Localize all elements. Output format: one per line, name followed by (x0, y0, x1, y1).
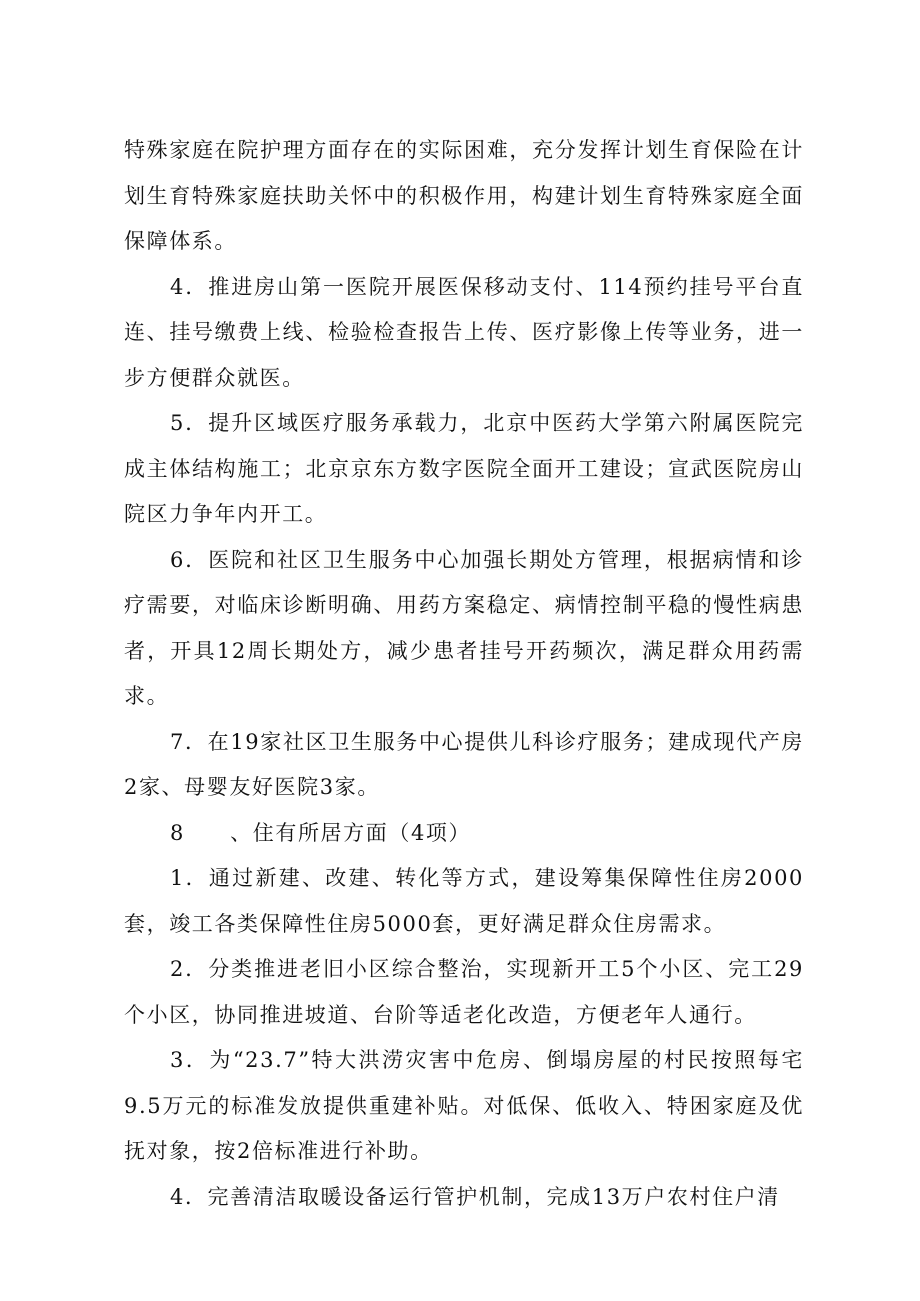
document-body (124, 128, 804, 1220)
paragraph-item-6-long-term-prescription: 6．医院和社区卫生服务中心加强长期处方管理，根据病情和诊疗需要，对临床诊断明确、用药方案稳定、病情控制平稳的慢性病患者，开具12周长期处方，减少患者挂号开药频次，满足群众用药需求。 (124, 547, 804, 708)
paragraph-item-5-medical-capacity: 5．提升区域医疗服务承载力，北京中医药大学第六附属医院完成主体结构施工；北京京东方数字医院全面开工建设；宣武医院房山院区力争年内开工。 (124, 411, 804, 526)
paragraph-continuation: 特殊家庭在院护理方面存在的实际困难，充分发挥计划生育保险在计划生育特殊家庭扶助关怀中的积极作用，构建计划生育特殊家庭全面保障体系。 (124, 138, 804, 253)
paragraph-item-4-hospital-services: 4．推进房山第一医院开展医保移动支付、114预约挂号平台直连、挂号缴费上线、检验检查报告上传、医疗影像上传等业务，进一步方便群众就医。 (124, 274, 804, 390)
section-heading-housing: 8 、住有所居方面（4项） (170, 820, 472, 845)
paragraph-housing-item-2: 2．分类推进老旧小区综合整治，实现新开工5个小区、完工29个小区，协同推进坡道、台阶等适老化改造，方便老年人通行。 (124, 957, 804, 1027)
paragraph-item-7-pediatric-services: 7．在19家社区卫生服务中心提供儿科诊疗服务；建成现代产房2家、母婴友好医院3家。 (124, 729, 804, 799)
paragraph-housing-item-1: 1．通过新建、改建、转化等方式，建设筹集保障性住房2000套，竣工各类保障性住房5000套，更好满足群众住房需求。 (124, 866, 804, 936)
paragraph-housing-item-3: 3．为“23.7”特大洪涝灾害中危房、倒塌房屋的村民按照每宅9.5万元的标准发放提供重建补贴。对低保、低收入、特困家庭及优抚对象，按2倍标准进行补助。 (124, 1048, 804, 1163)
paragraph-housing-item-4: 4．完善清洁取暖设备运行管护机制，完成13万户农村住户清 (170, 1184, 780, 1209)
